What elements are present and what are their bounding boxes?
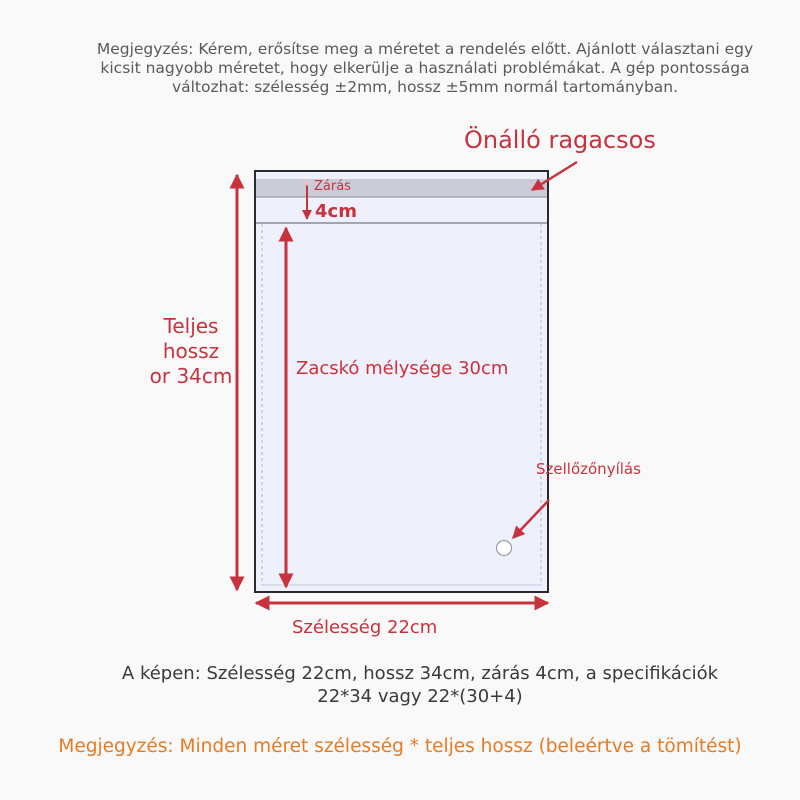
total-length-line-3: or 34cm — [149, 364, 233, 388]
spec-description — [60, 662, 780, 708]
total-length-line-2: hossz — [162, 339, 220, 363]
self-adhesive-label: Önálló ragacsos — [464, 126, 656, 154]
spec-description-line-2: 22*34 vagy 22*(30+4) — [317, 686, 523, 707]
closure-arrow-dot — [305, 181, 310, 186]
total-length-line-1: Teljes — [163, 314, 219, 338]
width-label: Szélesség 22cm — [292, 617, 438, 638]
bottom-note: Megjegyzés: Minden méret szélesség * teljes hossz (beleértve a tömítést) — [58, 736, 742, 757]
closure-size-label: 4cm — [315, 201, 357, 222]
bag-depth-label: Zacskó mélysége 30cm — [296, 358, 509, 379]
vent-hole-label: Szellőzőnyílás — [536, 460, 641, 478]
bag-body — [255, 171, 548, 592]
vent-hole — [497, 541, 512, 556]
closure-label: Zárás — [314, 179, 351, 194]
total-length-label — [140, 314, 242, 389]
top-note-line-2: kicsit nagyobb méretet, hogy elkerülje a használati problémákat. A gép pontossága — [100, 59, 750, 77]
spec-description-line-1: A képen: Szélesség 22cm, hossz 34cm, zárás 4cm, a specifikációk — [121, 663, 719, 684]
adhesive-strip — [256, 179, 547, 197]
top-note-line-1: Megjegyzés: Kérem, erősítse meg a méretet a rendelés előtt. Ajánlott választani egy — [96, 40, 754, 58]
top-note-line-3: változhat: szélesség ±2mm, hossz ±5mm normál tartományban. — [171, 78, 679, 96]
